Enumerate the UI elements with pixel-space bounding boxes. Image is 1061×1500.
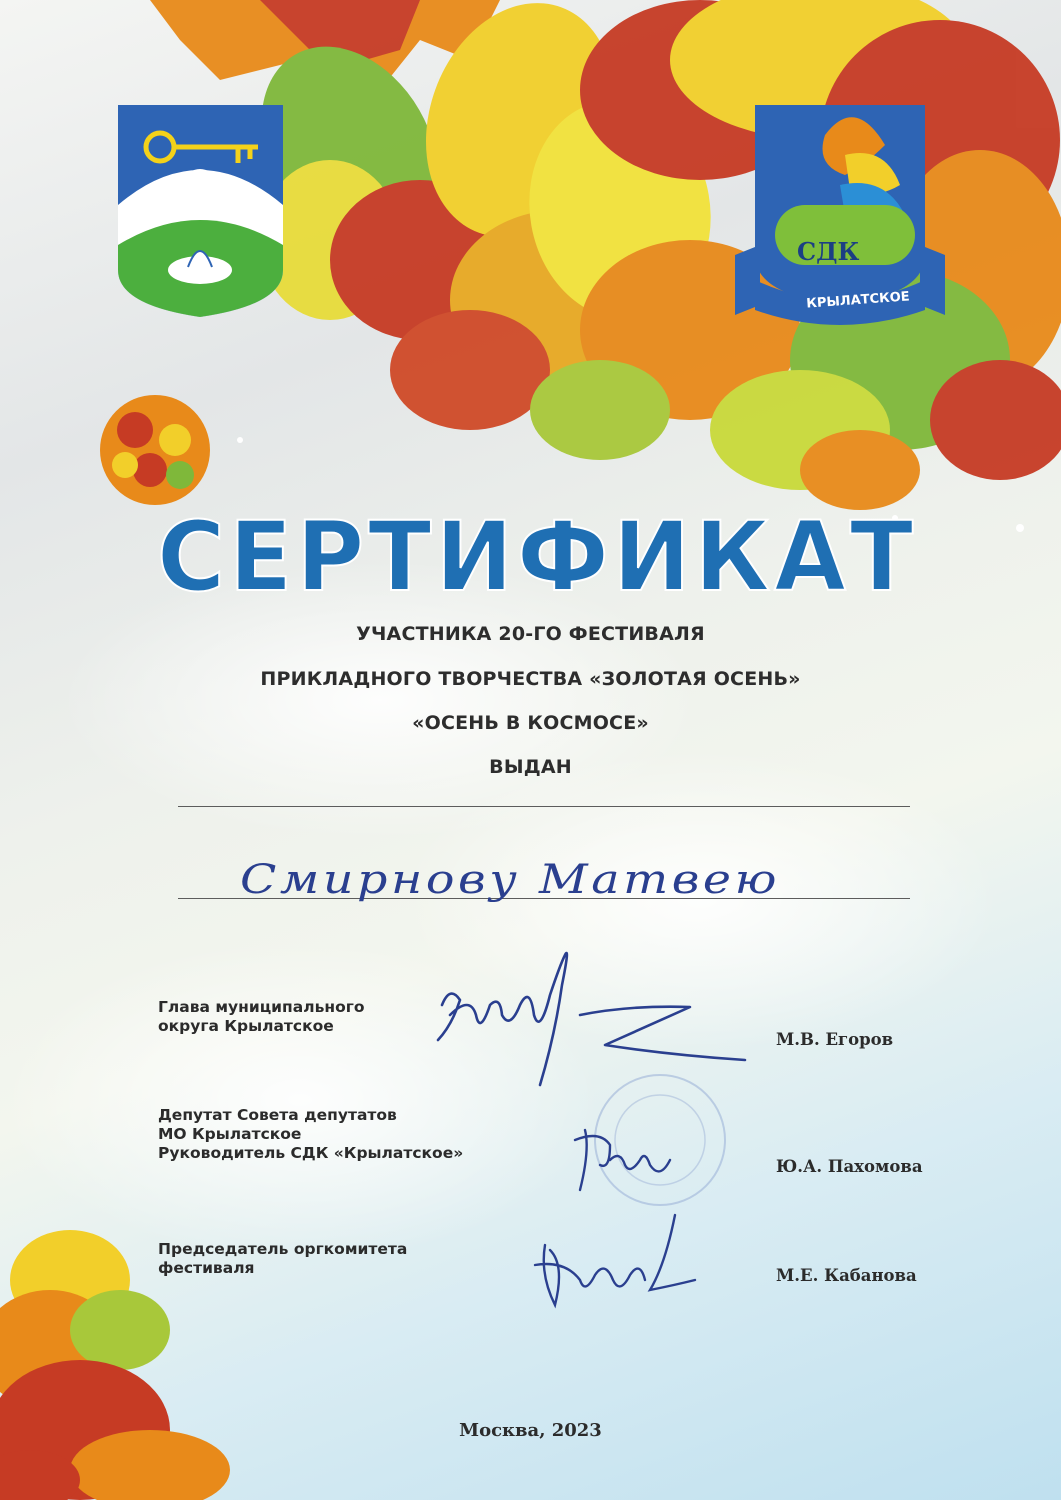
signatory-role-1: Глава муниципального округа Крылатское: [158, 998, 365, 1035]
subtitle-line-2: ПРИКЛАДНОГО ТВОРЧЕСТВА «ЗОЛОТАЯ ОСЕНЬ»: [260, 668, 801, 690]
recipient-name: [230, 848, 790, 908]
subtitle-line-1: УЧАСТНИКА 20-ГО ФЕСТИВАЛЯ: [356, 623, 705, 645]
svg-text:Смирнову Матвею: Смирнову Матвею: [240, 857, 780, 903]
sdk-logo-text: СДК: [797, 237, 860, 266]
sdk-logo-caption: КРЫЛАТСКОЕ: [805, 289, 911, 312]
certificate-title: [0, 500, 1061, 610]
signatory-role-2: Депутат Совета депутатов МО Крылатское Руководитель СДК «Крылатское»: [158, 1106, 464, 1162]
signatory-name-1: М.В. Егоров: [776, 1030, 894, 1049]
footer-place-year: Москва, 2023: [459, 1420, 602, 1441]
recipient-line-top: [178, 806, 910, 807]
signature-2: [570, 1120, 680, 1200]
signature-3: [525, 1205, 705, 1315]
svg-text:СЕРТИФИКАТ: СЕРТИФИКАТ: [157, 501, 917, 610]
coat-of-arms-icon: [118, 105, 283, 317]
signatory-role-3: Председатель оргкомитета фестиваля: [158, 1240, 408, 1277]
subtitle-line-4: ВЫДАН: [489, 756, 572, 778]
leaf-ball: [100, 395, 210, 505]
signatory-name-3: М.Е. Кабанова: [776, 1266, 917, 1285]
subtitle-line-3: «ОСЕНЬ В КОСМОСЕ»: [412, 712, 649, 734]
signatory-name-2: Ю.А. Пахомова: [776, 1157, 923, 1176]
